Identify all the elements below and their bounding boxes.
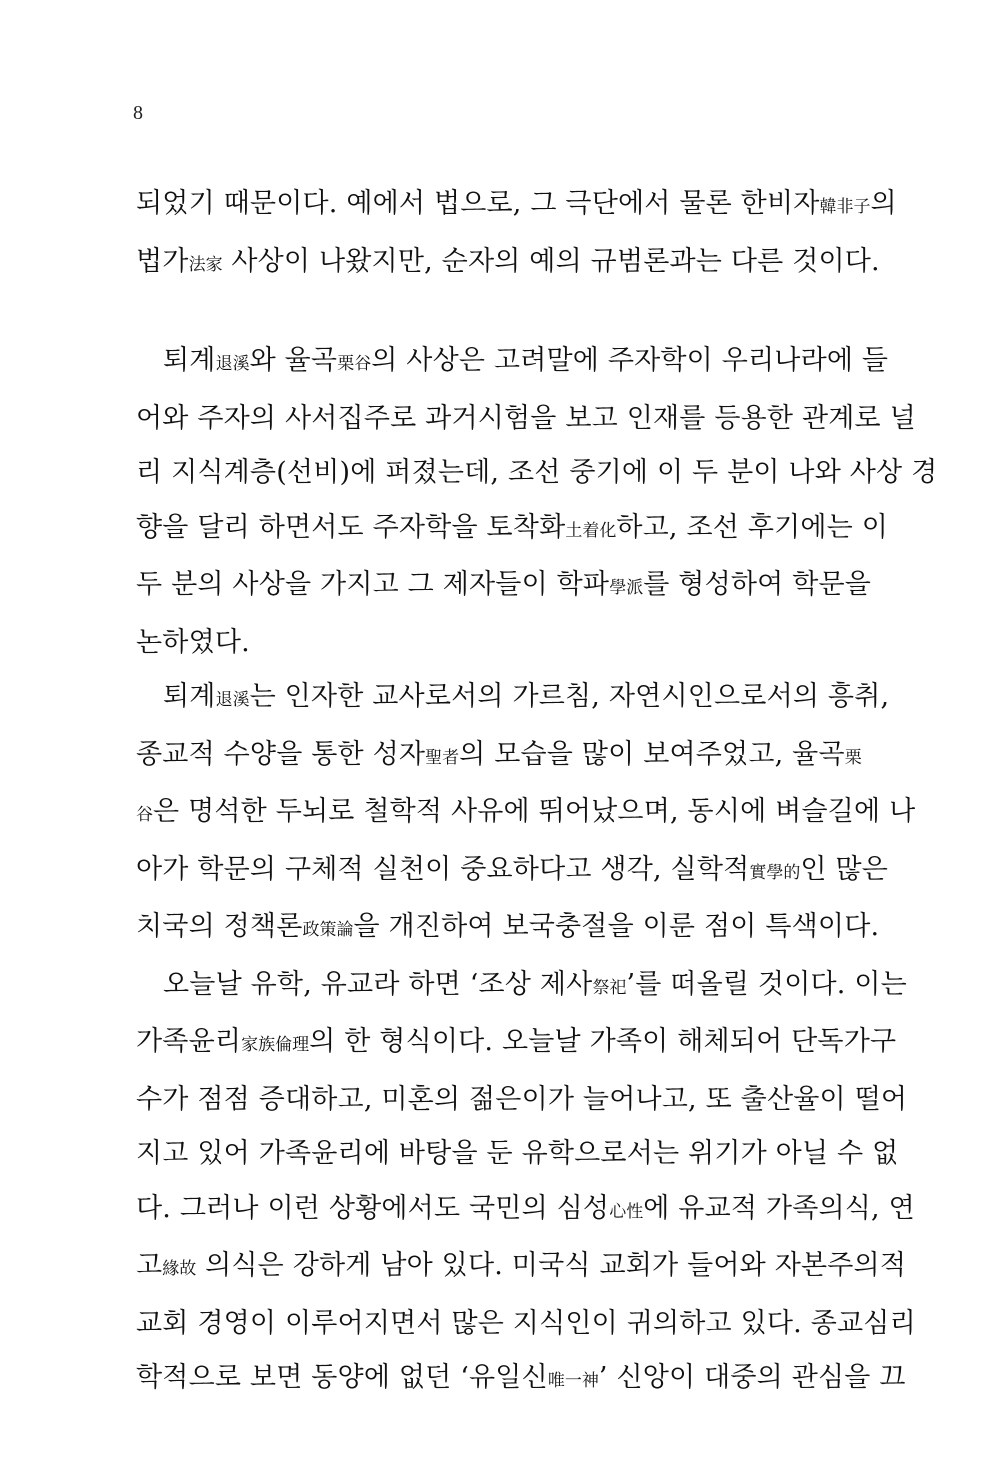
text-run: 의 한 형식이다. 오늘날 가족이 해체되어 단독가구 <box>309 1026 897 1057</box>
text-run: 법가 <box>136 245 189 277</box>
text-run: 퇴계 <box>163 345 216 376</box>
text-run: 가족윤리 <box>136 1026 242 1057</box>
text-run: 되었기 때문이다. 예에서 법으로, 그 극단에서 물론 한비자 <box>136 188 820 219</box>
text-run: 향을 달리 하면서도 주자학을 토착화 <box>136 511 566 543</box>
paragraph <box>136 177 897 292</box>
text-run: 다. 그러나 이런 상황에서도 국민의 심성 <box>136 1192 610 1224</box>
text-line <box>136 446 938 501</box>
text-run: 하고, 조선 후기에는 이 <box>616 511 889 543</box>
text-line <box>136 728 862 786</box>
text-run: 의 모습을 많이 보여주었고, 율곡 <box>459 738 845 770</box>
text-line <box>136 1182 915 1240</box>
text-line <box>136 1297 916 1352</box>
hanja-gloss: 栗 <box>844 747 862 768</box>
hanja-gloss: 法家 <box>188 254 223 275</box>
text-run: 퇴계 <box>163 681 216 712</box>
text-run: 는 인자한 교사로서의 가르침, 자연시인으로서의 흥취, <box>249 681 890 712</box>
text-run: 아가 학문의 구체적 실천이 중요하다고 생각, 실학적 <box>136 853 750 885</box>
text-line <box>136 334 889 392</box>
text-run: ’ 신앙이 대중의 관심을 끄 <box>598 1362 906 1393</box>
hanja-gloss: 退溪 <box>215 690 250 710</box>
text-run: 고 <box>136 1250 163 1281</box>
text-run: 지고 있어 가족윤리에 바탕을 둔 유학으로서는 위기가 아닐 수 없 <box>136 1138 899 1169</box>
hanja-gloss: 土着化 <box>565 520 617 541</box>
text-line <box>136 1073 908 1128</box>
hanja-gloss: 心性 <box>609 1201 644 1222</box>
text-run: 의 사상은 고려말에 주자학이 우리나라에 들 <box>371 345 889 376</box>
text-line <box>136 392 916 447</box>
hanja-gloss: 谷 <box>136 805 153 825</box>
text-run: 종교적 수양을 통한 성자 <box>136 738 426 770</box>
hanja-gloss: 實學的 <box>749 862 801 883</box>
text-line <box>136 616 852 671</box>
text-line <box>136 177 897 235</box>
text-run: 사상이 나왔지만, 순자의 예의 규범론과는 다른 것이다. <box>222 245 880 277</box>
hanja-gloss: 緣故 <box>162 1259 197 1279</box>
hanja-gloss: 政策論 <box>302 920 354 940</box>
hanja-gloss: 聖者 <box>425 747 460 768</box>
text-line <box>136 1127 899 1182</box>
text-line <box>136 235 880 293</box>
text-run: 두 분의 사상을 가지고 그 제자들이 학파 <box>136 569 610 600</box>
paragraph <box>136 334 938 670</box>
text-block-main <box>136 334 938 1409</box>
text-line <box>136 1239 907 1297</box>
text-run: 은 명석한 두뇌로 철학적 사유에 뛰어났으며, 동시에 벼슬길에 나 <box>153 796 916 827</box>
text-run: 논하였다. <box>136 626 250 658</box>
text-run: 을 개진하여 보국충절을 이룬 점이 특색이다. <box>353 911 880 942</box>
hanja-gloss: 栗谷 <box>337 354 372 374</box>
text-block-continuation <box>136 177 897 292</box>
text-line <box>136 1015 897 1073</box>
text-run: 인 많은 <box>800 853 889 885</box>
text-line <box>136 843 889 901</box>
text-run: 학적으로 보면 동양에 없던 ‘유일신 <box>136 1362 548 1393</box>
text-run: ’를 떠올릴 것이다. 이는 <box>626 968 907 1000</box>
text-line <box>136 558 872 616</box>
text-line <box>136 958 907 1016</box>
hanja-gloss: 退溪 <box>215 354 250 374</box>
paragraph <box>136 958 916 1409</box>
text-line <box>136 785 916 843</box>
text-line <box>136 1351 906 1409</box>
hanja-gloss: 祭祀 <box>592 977 627 998</box>
page-number: 8 <box>133 102 143 124</box>
text-run: 리 지식계층(선비)에 퍼졌는데, 조선 중기에 이 두 분이 나와 사상 경 <box>136 457 938 488</box>
text-run: 교회 경영이 이루어지면서 많은 지식인이 귀의하고 있다. 종교심리 <box>136 1307 916 1339</box>
text-run: 오늘날 유학, 유교라 하면 ‘조상 제사 <box>163 968 593 1000</box>
text-run: 어와 주자의 사서집주로 과거시험을 보고 인재를 등용한 관계로 널 <box>136 402 916 434</box>
hanja-gloss: 學派 <box>609 578 644 598</box>
text-run: 의 <box>870 188 897 219</box>
hanja-gloss: 家族倫理 <box>241 1035 310 1055</box>
text-run: 에 유교적 가족의식, 연 <box>643 1192 915 1224</box>
text-line <box>136 670 890 728</box>
text-run: 치국의 정책론 <box>136 911 303 942</box>
hanja-gloss: 唯一神 <box>547 1371 599 1391</box>
text-run: 를 형성하여 학문을 <box>643 569 872 600</box>
text-run: 의식은 강하게 남아 있다. 미국식 교회가 들어와 자본주의적 <box>196 1250 907 1281</box>
paragraph <box>136 670 916 958</box>
hanja-gloss: 韓非子 <box>819 197 871 217</box>
text-line <box>136 900 880 958</box>
text-run: 와 율곡 <box>249 345 338 376</box>
text-run: 수가 점점 증대하고, 미혼의 젊은이가 늘어나고, 또 출산율이 떨어 <box>136 1083 908 1115</box>
text-line <box>136 501 889 559</box>
